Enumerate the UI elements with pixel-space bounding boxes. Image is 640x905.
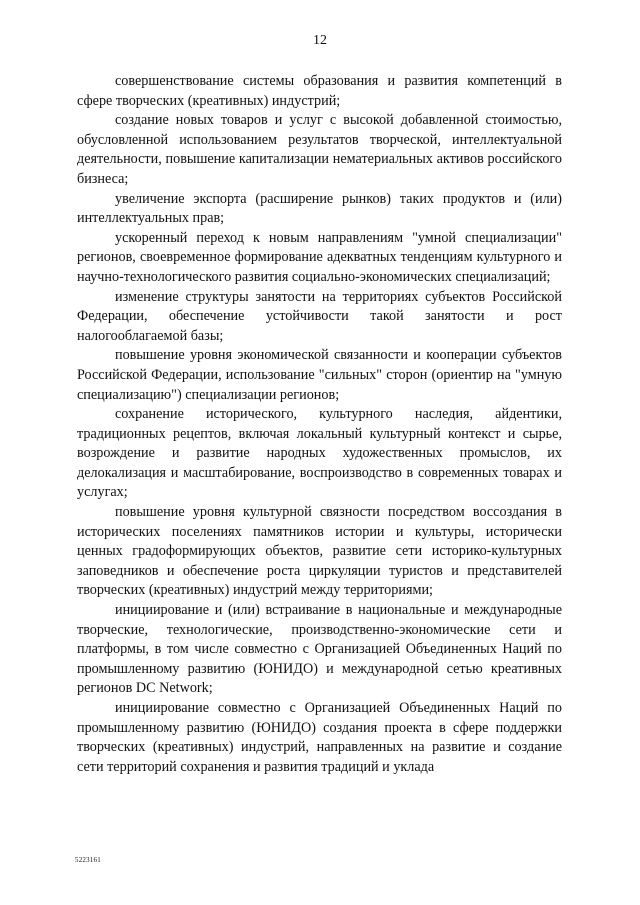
- document-code: 5223161: [75, 856, 101, 864]
- paragraph-cultural-connectivity: повышение уровня культурной связности посредством воссоздания в исторических поселениях памятников истории и культуры, исторически ценных градоформирующих объектов, развитие сети историко-культурных заповедников и обеспечение роста циркуляции туристов и представителей творческих (креативных) индустрий между территориями;: [77, 504, 562, 599]
- paragraph-unido-project: инициирование совместно с Организацией Объединенных Наций по промышленному развитию (ЮНИДО) создания проекта в сфере поддержки творческих (креативных) индустрий, направленных на развитие и создание сети территорий сохранения и развития традиций и уклада: [77, 700, 562, 775]
- paragraph-education: совершенствование системы образования и развития компетенций в сфере творческих (креативных) индустрий;: [77, 73, 562, 109]
- page-number: 12: [313, 33, 327, 48]
- paragraph-heritage: сохранение исторического, культурного наследия, айдентики, традиционных рецептов, включая локальный культурный контекст и сырье, возрождение и развитие народных художественных промыслов, их делокализация и масштабирование, воспроизводство в современных товарах и услугах;: [77, 406, 562, 501]
- paragraph-export: увеличение экспорта (расширение рынков) таких продуктов и (или) интеллектуальных прав;: [77, 190, 562, 227]
- paragraph-employment: изменение структуры занятости на территориях субъектов Российской Федерации, обеспечение устойчивости такой занятости и рост налогооблагаемой базы;: [77, 288, 562, 344]
- paragraph-smart-specialization: ускоренный переход к новым направлениям "умной специализации" регионов, своевременное формирование адекватных тенденциям культурного и научно-технологического развития социально-экономических специализаций;: [77, 229, 562, 285]
- paragraph-international-networks: инициирование и (или) встраивание в национальные и международные творческие, технологические, производственно-экономические сети и платформы, в том числе совместно с Организацией Объединенных Наций по промышленному развитию (ЮНИДО) и международной сетью креативных регионов DC Network;: [77, 602, 562, 697]
- paragraph-new-products: создание новых товаров и услуг с высокой добавленной стоимостью, обусловленной использованием результатов творческой, интеллектуальной деятельности, повышение капитализации нематериальных активов российского бизнеса;: [77, 112, 562, 187]
- document-body: [77, 72, 562, 777]
- paragraph-cooperation: повышение уровня экономической связанности и кооперации субъектов Российской Федерации, использование "сильных" сторон (ориентир на "умную специализацию") специализации регионов;: [77, 347, 562, 403]
